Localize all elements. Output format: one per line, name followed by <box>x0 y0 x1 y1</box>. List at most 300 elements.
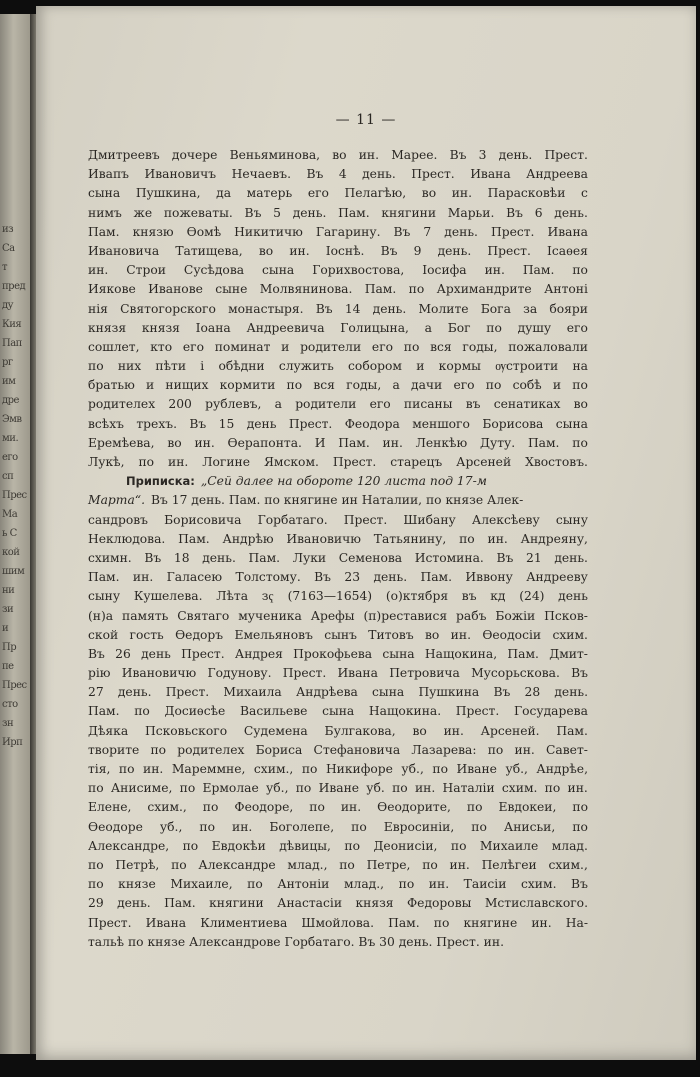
word: Пушкина, <box>135 186 201 201</box>
word: по <box>459 531 475 546</box>
text-line <box>88 415 588 434</box>
left-page-text-fragment: ду <box>2 300 14 311</box>
word: по <box>572 378 588 393</box>
word: ин. <box>484 263 505 278</box>
word: Емельяновъ <box>234 627 313 642</box>
text-line <box>88 395 588 414</box>
word: Никитичю <box>234 224 303 239</box>
word: Въ <box>306 167 324 182</box>
word: ин. <box>450 627 471 642</box>
word: Святаго <box>177 608 230 623</box>
word: Дмит- <box>549 646 588 661</box>
word: Въ <box>571 666 588 681</box>
word: его <box>371 339 394 354</box>
word: сандровъ <box>88 512 149 527</box>
word: 18 <box>173 550 190 565</box>
word: Въ <box>506 205 523 220</box>
word: по <box>572 263 588 278</box>
word: и <box>146 378 155 393</box>
note-line-2 <box>88 491 588 510</box>
word: Псковьского <box>144 723 228 738</box>
word: Ивапъ <box>88 167 129 182</box>
word: а <box>274 397 282 412</box>
word: по <box>150 742 167 757</box>
word: обѣдни <box>218 359 265 374</box>
word: Архимандрите <box>436 282 532 297</box>
left-page-text-fragment: Ма <box>2 509 18 520</box>
word: по <box>398 877 415 892</box>
left-page-text-fragment: Кия <box>2 319 22 330</box>
left-page-text-fragment: зи <box>2 604 14 615</box>
word: Іоснѣ. <box>325 243 365 258</box>
word: Андреева <box>526 167 588 182</box>
word: ин. <box>531 915 552 930</box>
word: Толстому. <box>235 570 301 585</box>
word: і <box>200 359 205 374</box>
word: Семенова <box>338 550 403 565</box>
text-line <box>88 549 588 568</box>
note-line-2-text: Въ 17 день. Пам. по княгине ин Наталии, по князе Алек- <box>150 493 524 508</box>
word: кормити <box>219 378 276 393</box>
word: трехъ. <box>136 416 177 431</box>
word: ин. <box>428 877 450 892</box>
word: Пам. <box>164 896 196 911</box>
word: Евдокеи, <box>498 800 557 815</box>
word: Петре, <box>366 857 411 872</box>
word: по <box>88 359 104 374</box>
word: сына <box>262 263 295 278</box>
word: Евдокѣи <box>211 838 266 853</box>
word: творите <box>88 742 140 757</box>
word: Пам. <box>556 723 588 738</box>
text-line <box>88 587 588 606</box>
word: Евросиніи, <box>383 819 455 834</box>
word: Горбатаго. <box>257 512 328 527</box>
word: Бога <box>480 301 511 316</box>
word: Климентиева <box>200 915 288 930</box>
text-line <box>88 779 588 798</box>
text-line <box>88 741 588 760</box>
word: день <box>141 646 171 661</box>
word: Борисова <box>482 416 544 431</box>
word: и <box>281 339 290 354</box>
word: Годунову. <box>207 666 272 681</box>
word: Прест. <box>455 704 500 719</box>
word: князя <box>355 896 394 911</box>
word: Пам. <box>527 435 560 450</box>
word: Божіи <box>495 608 536 623</box>
word: Прест. <box>332 455 377 469</box>
word: нія <box>88 301 108 316</box>
word: Въ <box>314 570 332 585</box>
word: Ѳомѣ <box>186 224 222 239</box>
word: Петровича <box>389 666 460 681</box>
word: Феодора <box>344 416 400 431</box>
text-line <box>88 319 588 338</box>
note-label: Приписка: <box>126 474 195 489</box>
word: Таисіи <box>463 877 507 892</box>
word: Андреевича <box>246 320 325 335</box>
text-line <box>88 818 588 837</box>
word: Еремѣева, <box>88 435 155 450</box>
word: родителех <box>88 397 156 412</box>
word: уб., <box>401 762 424 776</box>
left-page-text-fragment: сто <box>2 699 18 710</box>
left-page-text-fragment: дре <box>2 395 19 406</box>
word: Антоні <box>544 282 588 297</box>
word: Иване <box>456 762 497 776</box>
word: Ямском. <box>263 455 319 469</box>
word: Татьянину, <box>373 531 447 546</box>
word: же <box>133 205 153 220</box>
word: сына <box>555 416 588 431</box>
word: Булгакова, <box>324 723 396 738</box>
text-line <box>88 204 588 223</box>
word: по <box>485 378 502 393</box>
word: рію <box>88 666 111 681</box>
word: годы, <box>346 378 382 393</box>
text-line <box>88 626 588 645</box>
word: Гагарину. <box>315 224 381 239</box>
text-line <box>88 894 588 913</box>
word: тія, <box>88 762 111 776</box>
word: день. <box>444 224 478 239</box>
word: Пам. <box>338 435 370 450</box>
word: день. <box>292 205 327 220</box>
word: Прест. <box>165 685 210 700</box>
word: Марее. <box>391 148 438 162</box>
word: 200 <box>168 397 192 412</box>
word: по <box>301 762 318 776</box>
word: (7163—1654) <box>287 589 373 604</box>
word: Татищева, <box>175 243 243 258</box>
word: Въ <box>88 646 105 661</box>
left-page-text-fragment: т <box>2 262 8 273</box>
text-line <box>88 261 588 280</box>
text-line <box>88 338 588 357</box>
word: Молите <box>418 301 469 316</box>
word: вся <box>430 339 452 354</box>
word: по <box>408 282 425 297</box>
word: ѹстроити <box>495 359 559 374</box>
word: схимн. <box>88 550 132 565</box>
word: сына <box>372 685 405 700</box>
word: ин. <box>194 435 215 450</box>
word: Савет- <box>546 742 588 757</box>
word: уб., <box>159 819 183 834</box>
text-line <box>88 357 588 376</box>
word: Федоровы <box>406 896 472 911</box>
left-page-text-fragment: шим <box>2 566 25 577</box>
word: Ісаѳея <box>547 243 588 258</box>
word: 14 <box>344 301 361 316</box>
word: Кушелева. <box>133 589 203 604</box>
word: служить <box>278 359 334 374</box>
word: 9 <box>413 243 422 258</box>
word: ин. <box>232 819 253 834</box>
word: Пам. <box>522 263 555 278</box>
word: ин. <box>143 762 164 776</box>
left-page-text-fragment: ми. <box>2 433 19 444</box>
word: Судемена <box>243 723 308 738</box>
word: Парасковѣи <box>487 186 566 201</box>
word: Пам. <box>420 570 453 585</box>
word: рабъ <box>456 608 487 623</box>
text-line <box>88 837 588 856</box>
word: Васильеве <box>239 704 308 719</box>
word: млад. <box>551 838 588 853</box>
word: въ <box>461 589 477 604</box>
word: по <box>403 339 420 354</box>
word: по <box>88 781 104 796</box>
word: ин. <box>443 723 464 738</box>
word: 28 <box>524 685 541 700</box>
word: во <box>425 627 440 642</box>
word: Андреяну, <box>520 531 588 546</box>
word: сошлет, <box>88 339 140 354</box>
word: Прест. <box>490 224 535 239</box>
word: по <box>309 800 325 815</box>
word: 6 <box>534 205 543 220</box>
word: день. <box>362 167 396 182</box>
word: старецъ <box>390 455 443 469</box>
word: Нечаевъ. <box>231 167 291 182</box>
word: Голицына, <box>340 320 409 335</box>
word: Алексѣеву <box>471 512 540 527</box>
word: сыне <box>215 282 248 297</box>
text-line-last-content: тальѣ по князе Александрове Горбатаго. Въ 30 день. Прест. ин. <box>88 934 504 949</box>
word: Прокофьева <box>293 646 373 661</box>
word: Мстиславского. <box>484 896 588 911</box>
word: по <box>486 320 502 335</box>
word: по <box>118 762 135 776</box>
text-line <box>88 607 588 626</box>
left-page-text-fragment: Пр <box>2 642 17 653</box>
word: Михаиле <box>479 838 539 853</box>
word: Логине <box>202 455 251 469</box>
word: Боголепе, <box>269 819 335 834</box>
word: Въ <box>496 550 514 565</box>
left-page-text-fragment: пе <box>2 661 14 672</box>
word: Прест. <box>411 167 455 182</box>
word: день. <box>202 550 236 565</box>
word: Веньяминова, <box>229 148 321 162</box>
word: ской <box>88 627 119 642</box>
word: день <box>558 589 588 604</box>
word: с <box>581 186 588 201</box>
word: Неклюдова. <box>88 531 166 546</box>
word: по <box>199 819 215 834</box>
word: день. <box>117 685 152 700</box>
word: по <box>572 435 588 450</box>
word: годы, <box>462 339 498 354</box>
word: всѣхъ <box>88 416 124 431</box>
left-page-text-fragment: его <box>2 452 18 463</box>
word: Александре, <box>88 838 170 853</box>
text-block-1 <box>88 146 588 472</box>
text-line <box>88 453 588 472</box>
text-line <box>88 722 588 741</box>
word: Въ <box>493 685 511 700</box>
word: Пушкина <box>418 685 480 700</box>
word: Святогорского <box>120 301 216 316</box>
word: по <box>138 455 155 469</box>
word: его <box>369 397 391 412</box>
word: по <box>572 819 588 834</box>
word: княгини <box>381 205 437 220</box>
word: во <box>332 148 347 162</box>
word: день. <box>372 301 407 316</box>
word: Пелагѣю, <box>344 186 407 201</box>
text-line <box>88 914 588 933</box>
word: Ивана <box>547 224 588 239</box>
word: Въ <box>449 148 467 162</box>
word: по <box>171 857 187 872</box>
text-line <box>88 568 588 587</box>
word: сына <box>382 646 415 661</box>
word: Лѣта <box>216 589 249 604</box>
page-body-text <box>88 146 588 952</box>
word: въ <box>465 397 481 412</box>
left-page-text-fragment: сп <box>2 471 14 482</box>
left-page-text-fragment: рг <box>2 357 13 368</box>
word: Прест. <box>487 243 531 258</box>
note-line-1 <box>88 472 588 491</box>
word: матерь <box>246 186 293 201</box>
word: на <box>572 359 588 374</box>
word: зҁ <box>261 589 274 604</box>
word: монастыря. <box>228 301 304 316</box>
word: 21 <box>526 550 542 565</box>
text-line <box>88 300 588 319</box>
left-page-text-fragment: пред <box>2 281 26 292</box>
word: нимъ <box>88 205 122 220</box>
book-page <box>36 6 696 1060</box>
word: родители <box>295 397 357 412</box>
word: во <box>167 435 182 450</box>
word: Государева <box>513 704 588 719</box>
word: Дѣяка <box>88 723 129 738</box>
word: Арсеней <box>456 455 512 469</box>
word: Въ <box>315 301 333 316</box>
word: Въ <box>380 243 398 258</box>
word: ин. <box>449 857 470 872</box>
word: Ивана <box>145 915 187 930</box>
word: нищих <box>165 378 209 393</box>
word: Андрѣева <box>295 685 358 700</box>
word: дѣвицы, <box>279 838 331 853</box>
word: млад., <box>343 877 385 892</box>
word: ин. <box>567 781 588 796</box>
word: Петрѣ, <box>115 857 160 872</box>
word: ин. <box>451 186 473 201</box>
word: дачи <box>411 378 443 393</box>
word: родители <box>300 339 362 354</box>
word: его <box>307 186 329 201</box>
word: по <box>247 877 263 892</box>
word: Бог <box>447 320 471 335</box>
word: Ивановичъ <box>144 167 217 182</box>
word: сыну <box>88 589 121 604</box>
word: млад., <box>287 857 328 872</box>
word: Досиѳсѣе <box>164 704 226 719</box>
word: день. <box>554 205 588 220</box>
word: а <box>424 320 432 335</box>
word: и <box>416 359 425 374</box>
word: (н)а <box>88 608 114 623</box>
word: по <box>471 819 487 834</box>
word: бояри <box>549 301 588 316</box>
text-line <box>88 434 588 453</box>
word: собором <box>348 359 402 374</box>
word: Дмитреевъ <box>88 148 160 162</box>
word: Дуту. <box>479 435 516 450</box>
word: Ивана <box>337 666 378 681</box>
word: пожаловали <box>508 339 588 354</box>
word: схим. <box>552 627 588 642</box>
text-line <box>88 683 588 702</box>
word: Анисьи, <box>503 819 556 834</box>
word: князе <box>118 877 156 892</box>
word: Наталіи <box>442 781 495 796</box>
word: память <box>122 608 169 623</box>
word: На- <box>565 915 588 930</box>
word: по <box>432 762 448 776</box>
text-line <box>88 702 588 721</box>
word: Прест. <box>544 148 588 162</box>
word: ин. <box>289 243 310 258</box>
word: Пам. <box>507 646 539 661</box>
word: Анастасіи <box>277 896 343 911</box>
word: Сусѣдова <box>183 263 245 278</box>
word: 3 <box>478 148 487 162</box>
left-page-text-fragment: ь С <box>2 528 17 539</box>
word: Іоана <box>195 320 231 335</box>
left-page-text-fragment: Прес <box>2 680 27 691</box>
word: схим., <box>147 800 187 815</box>
word: Нащокина, <box>424 646 498 661</box>
word: и <box>552 378 562 393</box>
word: Арсеней. <box>480 723 540 738</box>
word: Андрея <box>234 646 283 661</box>
word: во <box>573 397 588 412</box>
word: Прест. <box>88 915 132 930</box>
word: уб., <box>266 781 289 796</box>
word: уб., <box>505 762 528 776</box>
word: гость <box>129 627 164 642</box>
word: Въ <box>144 550 162 565</box>
word: Псков- <box>544 608 588 623</box>
page-number: — 11 — <box>335 112 397 128</box>
text-line <box>88 664 588 683</box>
word: Марьи. <box>447 205 495 220</box>
word: по <box>286 378 303 393</box>
word: его <box>453 378 475 393</box>
word: (24) <box>519 589 545 604</box>
word: ин. <box>414 781 436 796</box>
word: схим., <box>253 762 294 776</box>
word: во <box>421 186 437 201</box>
word: родителех <box>177 742 245 757</box>
text-line <box>88 530 588 549</box>
word: дочере <box>171 148 218 162</box>
word: по <box>134 704 150 719</box>
word: по <box>339 857 355 872</box>
word: Иввону <box>465 570 513 585</box>
word: Хвостовъ. <box>525 455 588 469</box>
word: Въ <box>393 224 411 239</box>
word: Ленкѣю <box>415 435 468 450</box>
